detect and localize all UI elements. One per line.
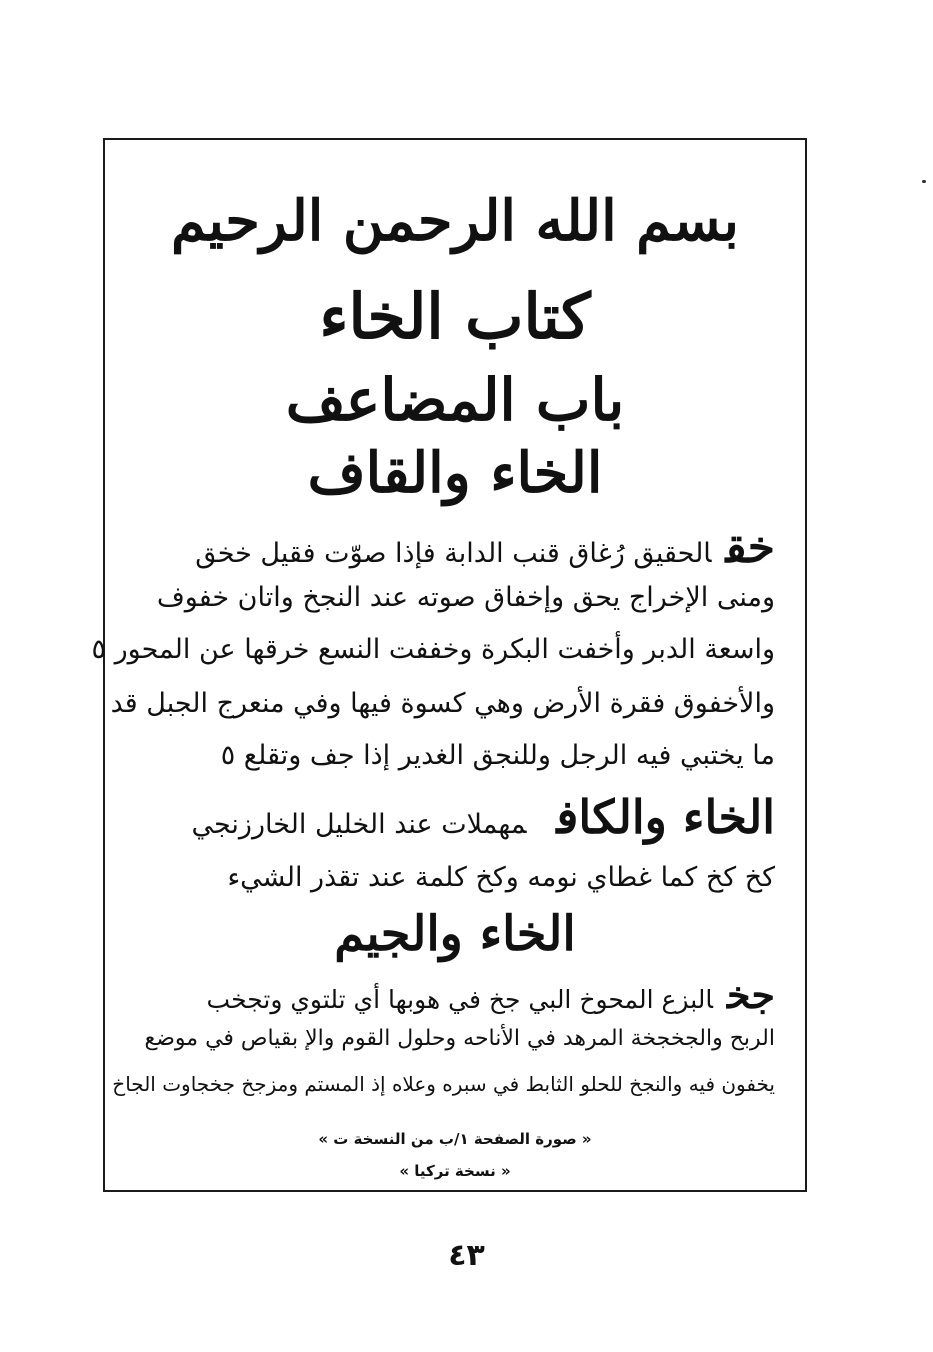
manuscript-line-jakh-3 [112,1072,775,1096]
manuscript-line-text: والأخفوق فقرة الأرض وهي كسوة فيها وفي منعرج الجبل قد [110,688,775,719]
manuscript-line-text: يخفون فيه والنجخ للحلو الثابط في سبره وعلاه إذ المستم ومزجخ جخجاوت الجاخ [112,1072,775,1096]
manuscript-line-text: الربح والجخجخة المرهد في الأناحه وحلول القوم والإ بقياص في موضع [144,1026,775,1051]
section-heading-kha-kaf-line [135,790,775,844]
section-heading-kha-qaf [135,440,775,506]
entry-headword-khq: خق [725,522,775,573]
book-title-text: كتاب الخاء [319,280,591,353]
basmala-text: بسم الله الرحمن الرحيم [171,188,739,254]
basmala [135,188,775,254]
section-heading-kha-qaf-text: الخاء والقاف [307,440,603,506]
book-title [135,280,775,353]
manuscript-frame [91,138,807,1192]
manuscript-line-text: ومنى الإخراج يحق وإخفاق صوته عند النجخ واتان خفوف [156,582,775,613]
manuscript-line-jakh-1 [135,972,775,1017]
manuscript-line-text: كخ كخ كما غطاي نومه وكخ كلمة عند تقذر الشيء [227,862,775,893]
page-number: ٤٣ [448,1238,485,1273]
section-heading-kha-jim-text: الخاء والجيم [334,906,576,962]
manuscript-line-text: ما يختبي فيه الرجل وللنجق الغدير إذا جف وتقلع ٥ [220,740,775,771]
manuscript-line-text: البزع المحوخ البي جخ في هوبها أي تلتوي وتجخب [206,985,713,1014]
manuscript-line-1 [135,522,775,573]
manuscript-line-text: الحقيق رُغاق قنب الدابة فإذا صوّت فقيل خخق [195,538,712,569]
manuscript-line-kakh [135,862,775,893]
chapter-title-text: باب المضاعف [285,366,625,434]
manuscript-line-2 [135,582,775,613]
manuscript-line-4 [110,688,775,719]
section-heading-kha-jim [135,906,775,962]
caption-text: « نسخة تركيا » [399,1162,511,1180]
section-note: مهملات عند الخليل الخارزنجي [191,809,527,840]
chapter-title [135,366,775,434]
caption-text: « صورة الصفحة ١/ب من النسخة ت » [318,1130,592,1148]
manuscript-line-3 [91,634,775,665]
section-heading-kha-kaf: الخاء والكاف [556,790,775,844]
manuscript-line-5 [135,740,775,771]
manuscript-line-jakh-2 [135,1026,775,1051]
caption-line-1 [135,1130,775,1148]
caption-line-2 [135,1162,775,1180]
scan-speck [922,180,926,183]
entry-headword-jkh: جخ [726,972,775,1017]
manuscript-line-text: واسعة الدبر وأخفت البكرة وخففت النسع خرقها عن المحور ٥ [91,634,775,665]
